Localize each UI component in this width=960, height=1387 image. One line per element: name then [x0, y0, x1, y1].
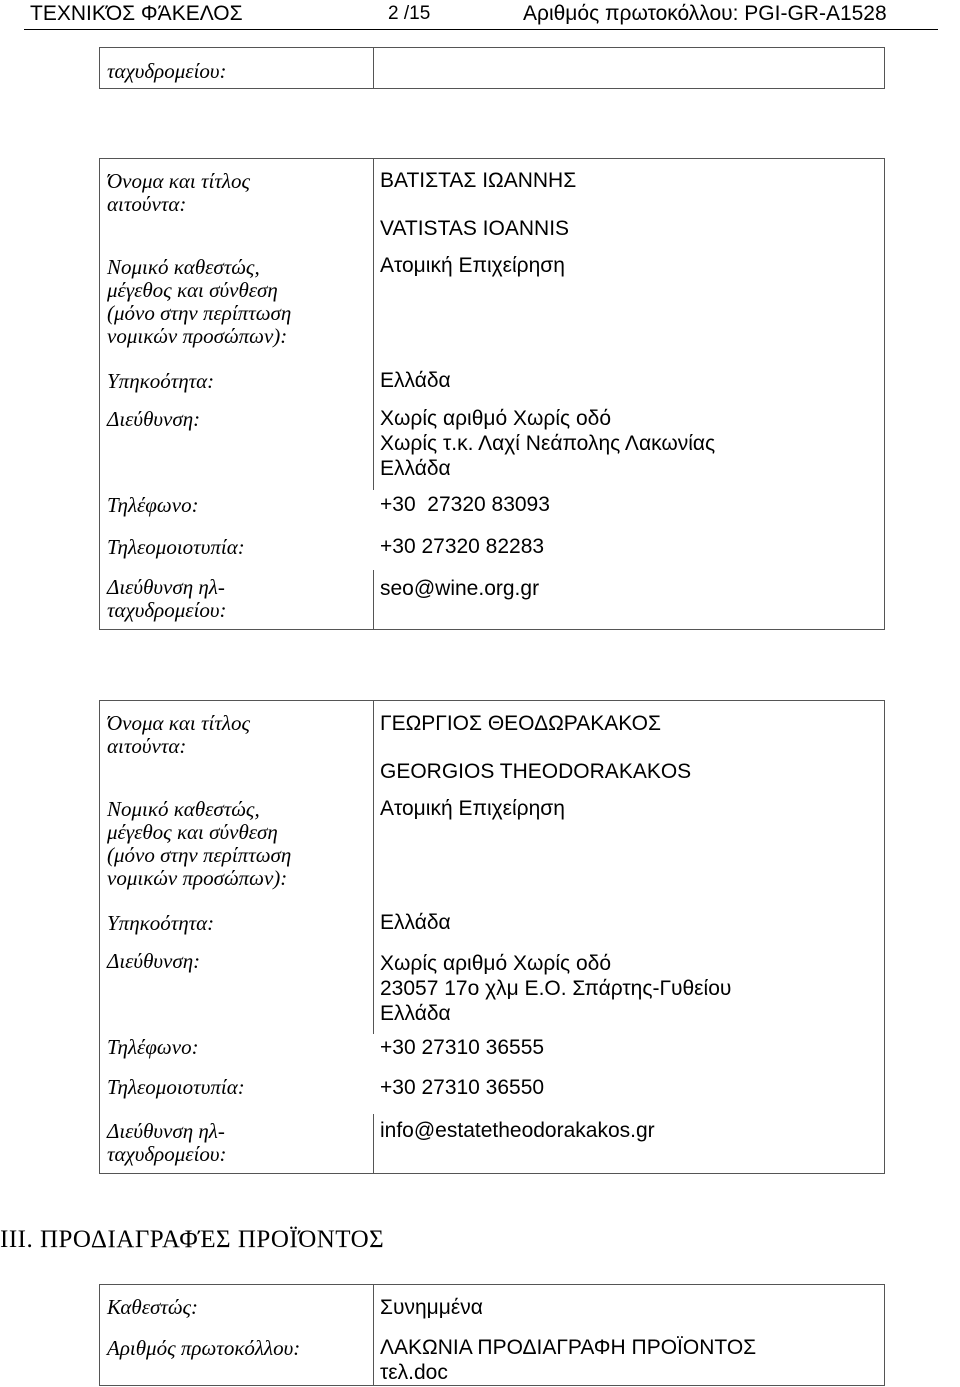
applicant-2-legal-label: Νομικό καθεστώς, μέγεθος και σύνθεση (μόνο στην περίπτωση νομικών προσώπων): [107, 797, 292, 890]
applicant-1-email-value: seo@wine.org.gr [380, 577, 540, 600]
protocol-value: ΛΑΚΩΝΙΑ ΠΡΟΔΙΑΓΡΑΦΗ ΠΡΟΪΟΝΤΟΣ τελ.doc [380, 1336, 757, 1384]
applicant-2-nationality-label: Υπηκοότητα: [107, 911, 215, 935]
header-page-number: 2 /15 [388, 3, 431, 24]
applicant-2-phone-label: Τηλέφωνο: [107, 1035, 199, 1059]
applicant-2-name-label: Όνομα και τίτλος αιτούντα: [107, 711, 250, 758]
protocol-label: Αριθμός πρωτοκόλλου: [107, 1336, 301, 1360]
applicant-2-fax-value: +30 27310 36550 [380, 1076, 545, 1099]
applicant-1-phone-label: Τηλέφωνο: [107, 493, 199, 517]
applicant-2-fax-label: Τηλεομοιοτυπία: [107, 1075, 245, 1099]
status-label: Καθεστώς: [107, 1295, 199, 1319]
header-protocol-number: Αριθμός πρωτοκόλλου: PGI-GR-A1528 [523, 2, 887, 25]
applicant-2-address-value: Χωρίς αριθμό Χωρίς οδό 23057 17ο χλμ Ε.Ο. Σπάρτης-Γυθείου Ελλάδα [380, 952, 732, 1025]
applicant-1-address-label: Διεύθυνση: [107, 407, 201, 431]
applicant-2-name-greek: ΓΕΩΡΓΙΟΣ ΘΕΟΔΩΡΑΚΑΚΟΣ [380, 712, 661, 735]
applicant-1-divider-lower [373, 570, 374, 630]
applicant-2-nationality-value: Ελλάδα [380, 911, 451, 934]
applicant-1-fax-label: Τηλεομοιοτυπία: [107, 535, 245, 559]
applicant-1-divider-upper [373, 158, 374, 490]
applicant-1-legal-label: Νομικό καθεστώς, μέγεθος και σύνθεση (μόνο στην περίπτωση νομικών προσώπων): [107, 255, 292, 348]
applicant-1-address-value: Χωρίς αριθμό Χωρίς οδό Χωρίς τ.κ. Λαχί Νεάπολης Λακωνίας Ελλάδα [380, 407, 716, 480]
applicant-2-phone-value: +30 27310 36555 [380, 1036, 545, 1059]
applicant-1-name-label: Όνομα και τίτλος αιτούντα: [107, 169, 250, 216]
section-3-title: III. ΠΡΟΔΙΑΓΡΑΦΈΣ ΠΡΟΪΌΝΤΟΣ [0, 1226, 385, 1253]
applicant-2-email-value: info@estatetheodorakakos.gr [380, 1119, 655, 1142]
applicant-1-legal-value: Ατομική Επιχείρηση [380, 254, 565, 277]
product-spec-divider [373, 1284, 374, 1386]
applicant-1-fax-value: +30 27320 82283 [380, 535, 545, 558]
header-document-title: ΤΕΧΝΙΚΌΣ ΦΆΚΕΛΟΣ [30, 2, 243, 25]
applicant-2-email-label: Διεύθυνση ηλ- ταχυδρομείου: [107, 1119, 227, 1166]
top-fragment-divider [373, 47, 374, 89]
applicant-1-name-latin: VATISTAS IOANNIS [380, 217, 570, 240]
applicant-1-nationality-label: Υπηκοότητα: [107, 369, 215, 393]
applicant-2-divider-upper [373, 700, 374, 1034]
applicant-2-address-label: Διεύθυνση: [107, 949, 201, 973]
applicant-1-nationality-value: Ελλάδα [380, 369, 451, 392]
top-fragment-label: ταχυδρομείου: [107, 59, 227, 83]
protocol-attachment-link[interactable]: ΛΑΚΩΝΙΑ ΠΡΟΔΙΑΓΡΑΦΗ ΠΡΟΪΟΝΤΟΣ [380, 1336, 757, 1359]
applicant-1-email-label: Διεύθυνση ηλ- ταχυδρομείου: [107, 575, 227, 622]
applicant-1-name-greek: ΒΑΤΙΣΤΑΣ ΙΩΑΝΝΗΣ [380, 169, 577, 192]
header-rule [24, 29, 938, 30]
status-value: Συνημμένα [380, 1296, 483, 1319]
applicant-1-phone-value: +30 27320 83093 [380, 493, 550, 516]
applicant-2-divider-lower [373, 1114, 374, 1174]
applicant-2-legal-value: Ατομική Επιχείρηση [380, 797, 565, 820]
applicant-2-name-latin: GEORGIOS THEODORAKAKOS [380, 760, 692, 783]
